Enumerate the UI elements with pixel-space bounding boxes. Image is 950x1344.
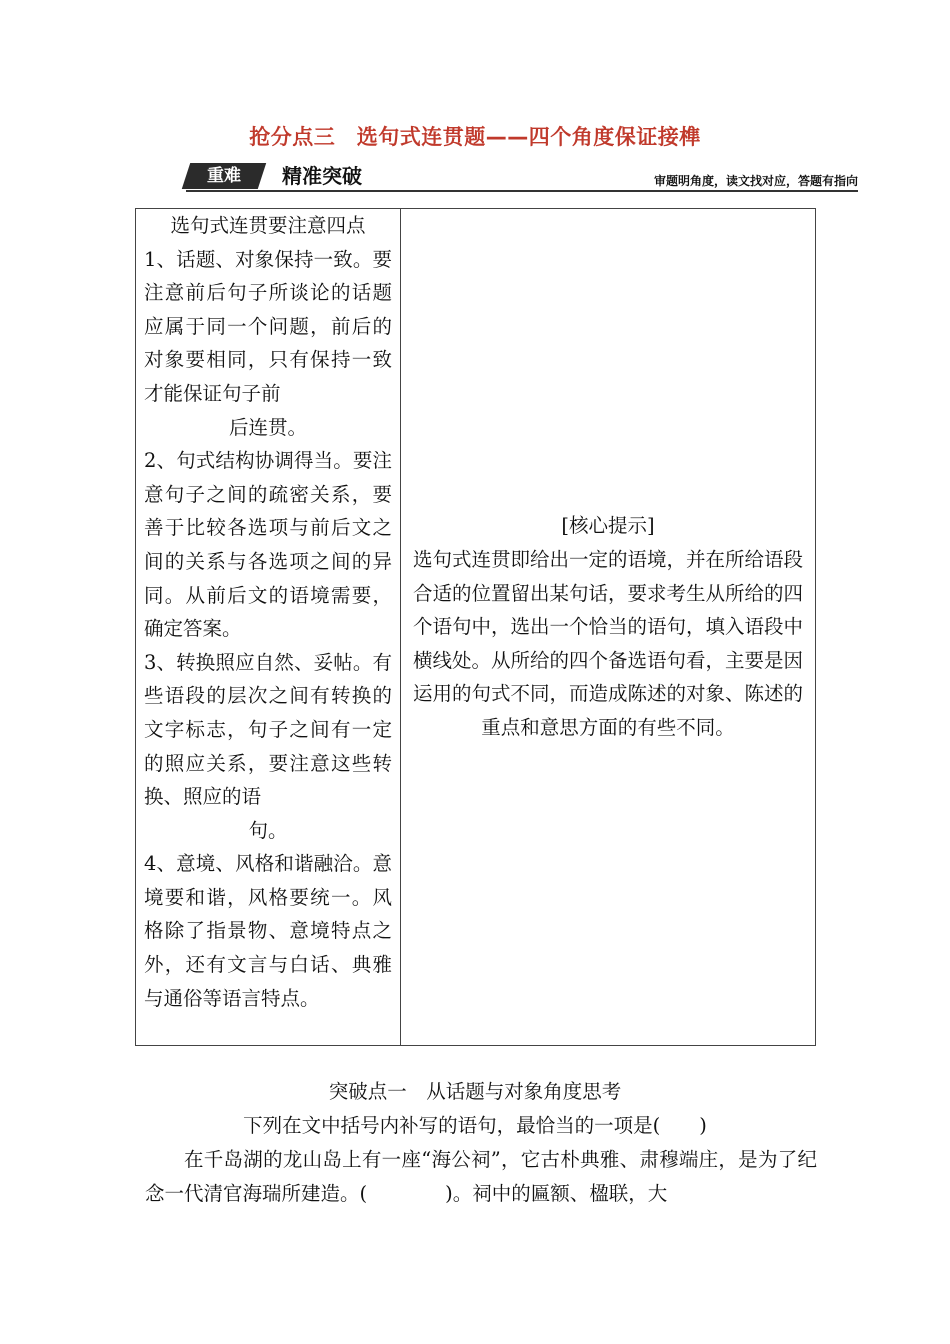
banner-rule — [186, 190, 858, 192]
left-heading: 选句式连贯要注意四点 — [170, 214, 366, 237]
banner-title: 精准突破 — [282, 164, 362, 188]
question-stem: 下列在文中括号内补写的语句，最恰当的一项是( ) — [243, 1114, 707, 1137]
point-2: 2、句式结构协调得当。要注意句子之间的疏密关系，要善于比较各选项与前后文之间的关系与各选项之间的异同。从前后文的语境需要，确定答案。 — [144, 449, 392, 641]
left-column — [136, 209, 401, 1046]
core-hint-heading: [核心提示] — [561, 514, 655, 538]
difficulty-tag — [182, 163, 266, 189]
point-1-end: 后连贯。 — [228, 415, 307, 439]
difficulty-tag-label: 重难 — [207, 166, 241, 186]
passage-paragraph: 在千岛湖的龙山岛上有一座“海公祠”，它古朴典雅、肃穆端庄，是为了纪念一代清官海瑞所建造。( )。祠中的匾额、楹联，大 — [145, 1148, 817, 1205]
point-1: 1、话题、对象保持一致。要注意前后句子所谈论的话题应属于同一个问题，前后的对象要相同，只有保持一致才能保证句子前 — [144, 247, 392, 405]
point-3-end: 句。 — [248, 818, 288, 842]
banner-hint: 审题明角度，读文找对应，答题有指向 — [653, 174, 858, 188]
core-hint-body: 选句式连贯即给出一定的语境，并在所给语段合适的位置留出某句话，要求考生从所给的四个语句中，选出一个恰当的语句，填入语段中横线处。从所给的四个备选语句看，主要是因运用的句式不同，而造成陈述的对象、陈述的重点和意思方面的有些不同。 — [412, 548, 803, 739]
breakthrough-heading: 突破点一 从话题与对象角度思考 — [328, 1080, 622, 1103]
summary-table — [135, 208, 816, 1046]
point-3: 3、转换照应自然、妥帖。有些语段的层次之间有转换的文字标志，句子之间有一定的照应关系，要注意这些转换、照应的语 — [144, 650, 392, 809]
page-title: 抢分点三 选句式连贯题——四个角度保证接榫 — [249, 125, 701, 149]
point-4: 4、意境、风格和谐融洽。意境要和谐，风格要统一。风格除了指景物、意境特点之外，还有文言与白话、典雅与通俗等语言特点。 — [144, 852, 392, 1010]
right-column — [401, 209, 816, 1046]
